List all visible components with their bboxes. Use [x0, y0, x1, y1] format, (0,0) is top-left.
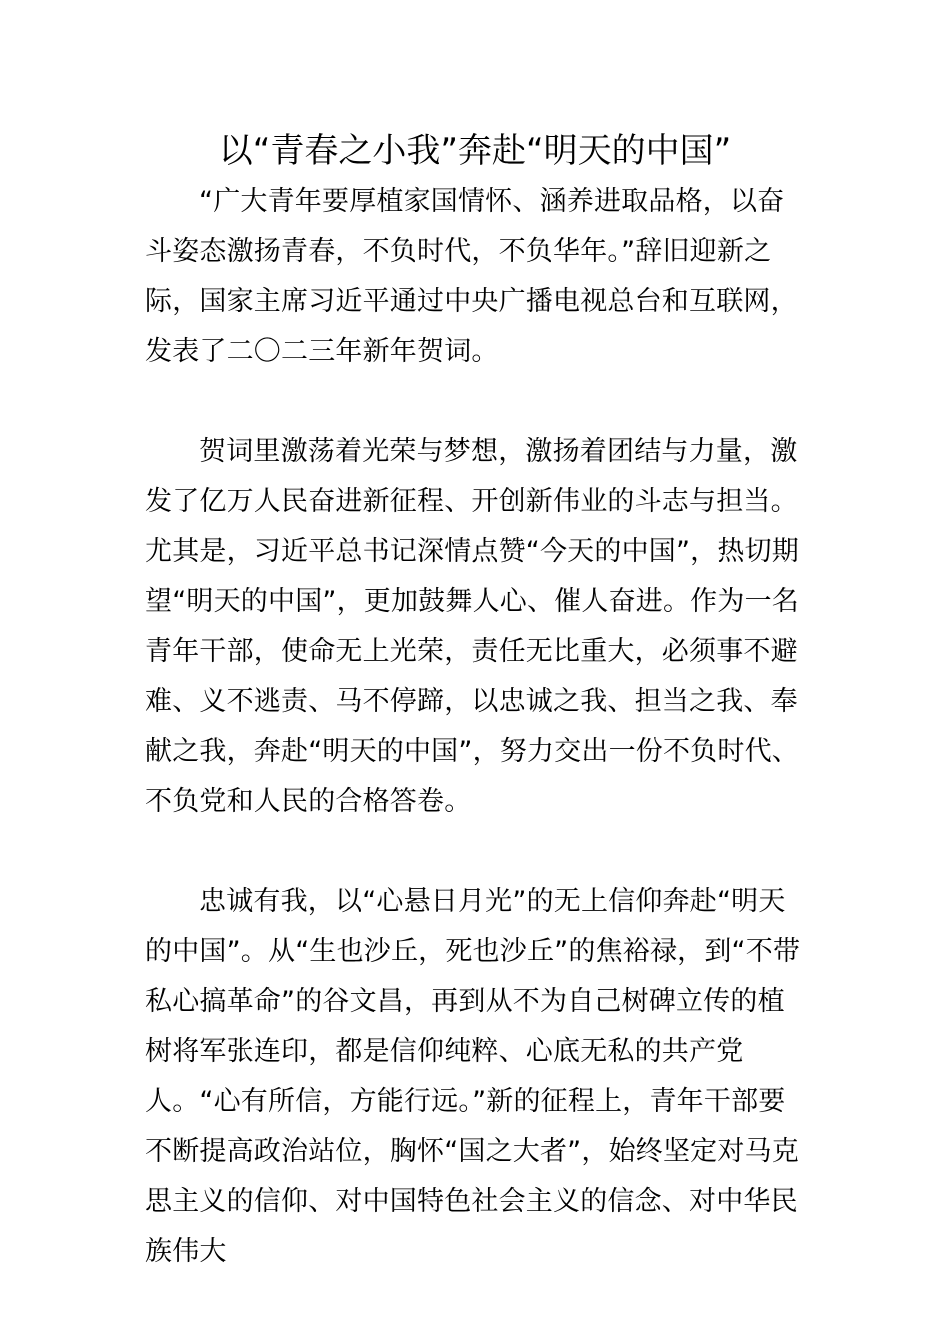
document-body [145, 177, 807, 1327]
document-title: 以“青春之小我”奔赴“明天的中国” [218, 131, 732, 171]
paragraph-2: 贺词里激荡着光荣与梦想，激扬着团结与力量，激发了亿万人民奋进新征程、开创新伟业的斗志与担当。尤其是，习近平总书记深情点赞“今天的中国”，热切期望“明天的中国”，更加鼓舞人心、催人奋进。作为一名青年干部，使命无上光荣，责任无比重大，必须事不避难、义不逃责、马不停蹄，以忠诚之我、担当之我、奉献之我，奔赴“明天的中国”，努力交出一份不负时代、不负党和人民的合格答卷。 [145, 436, 799, 817]
paragraph-3: 忠诚有我，以“心悬日月光”的无上信仰奔赴“明天的中国”。从“生也沙丘，死也沙丘”的焦裕禄，到“不带私心搞革命”的谷文昌，再到从不为自己树碑立传的植树将军张连印，都是信仰纯粹、心底无私的共产党人。“心有所信，方能行远。”新的征程上，青年干部要不断提高政治站位，胸怀“国之大者”，始终坚定对马克思主义的信仰、对中国特色社会主义的信念、对中华民族伟大 [145, 886, 801, 1267]
paragraph-1: “广大青年要厚植家国情怀、涵养进取品格，以奋斗姿态激扬青春，不负时代，不负华年。”辞旧迎新之际，国家主席习近平通过中央广播电视总台和互联网，发表了二〇二三年新年贺词。 [145, 186, 798, 367]
